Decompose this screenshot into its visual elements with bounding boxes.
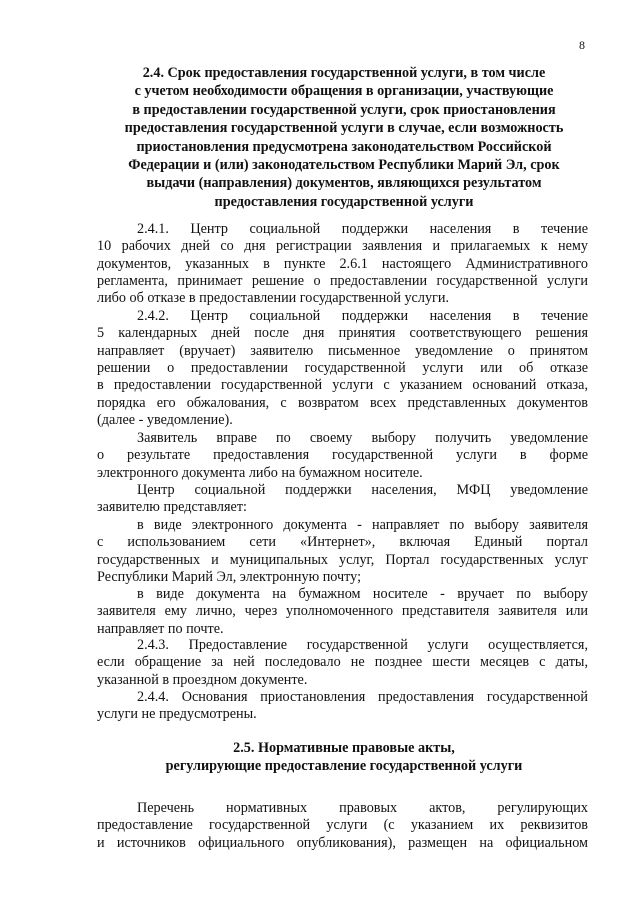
section-2-5-heading (96, 739, 592, 776)
text-line: в виде электронного документа - направляет по выбору заявителя (137, 517, 588, 533)
text-line: Центр социальной поддержки населения, МФЦ уведомление (137, 482, 588, 498)
page-number: 8 (579, 38, 585, 52)
section-2-4-heading (96, 64, 592, 211)
text-line: направляет по почте. (97, 620, 224, 637)
text-line: если обращение за ней последовало не позднее шести месяцев с даты, (97, 654, 588, 671)
paragraph-2-4-2 (97, 308, 588, 429)
paragraph-2-4-4 (97, 689, 588, 724)
text-line: заявителя ему лично, через уполномоченного представителя заявителя или (97, 603, 588, 620)
heading-line: в предоставлении государственной услуги, срок приостановления (132, 101, 556, 118)
heading-line: Федерации и (или) законодательством Республики Марий Эл, срок (128, 157, 560, 174)
paragraph-2-4-3 (97, 637, 588, 689)
text-line: 2.4.3. Предоставление государственной услуги осуществляется, (137, 637, 588, 653)
text-line: Республики Марий Эл, электронную почту; (97, 569, 362, 586)
text-line: указанной в проездном документе. (97, 671, 308, 688)
heading-line: регулирующие предоставление государственной услуги (165, 758, 523, 775)
text-line: в виде документа на бумажном носителе - вручает по выбору (137, 586, 588, 602)
heading-line: 2.5. Нормативные правовые акты, (233, 740, 455, 756)
text-line: 2.4.4. Основания приостановления предоставления государственной (137, 689, 588, 705)
text-line: регламента, принимает решение о предоставлении государственной услуги (97, 273, 588, 290)
text-line: в предоставлении государственной услуги с указанием оснований отказа, (97, 377, 588, 394)
text-line: заявителю представляет: (97, 499, 247, 516)
text-line: 2.4.2. Центр социальной поддержки населения в течение (137, 308, 588, 324)
text-line: Перечень нормативных правовых актов, регулирующих (137, 800, 588, 816)
text-line: государственных и муниципальных услуг, Портал государственных услуг (97, 551, 588, 568)
text-line: решении о предоставлении государственной услуги или об отказе (97, 360, 588, 377)
paragraph-applicant-choice (97, 430, 588, 482)
heading-line: приостановления предусмотрена законодательством Российской (136, 138, 552, 155)
paragraph-2-4-1 (97, 221, 588, 308)
text-line: Заявитель вправе по своему выбору получить уведомление (137, 430, 588, 446)
heading-line: с учетом необходимости обращения в организации, участвующие (134, 83, 554, 100)
heading-line: выдачи (направления) документов, являющихся результатом (146, 175, 542, 192)
paragraph-electronic-form (97, 517, 588, 586)
text-line: предоставление государственной услуги (с указанием их реквизитов (97, 817, 588, 834)
text-line: либо об отказе в предоставлении государственной услуги. (97, 290, 449, 307)
paragraph-2-5-list (97, 800, 588, 852)
text-line: с использованием сети «Интернет», включая Единый портал (97, 534, 588, 551)
text-line: о результате предоставления государственной услуги в форме (97, 447, 588, 464)
heading-line: 2.4. Срок предоставления государственной услуги, в том числе (142, 65, 546, 81)
text-line: 2.4.1. Центр социальной поддержки населения в течение (137, 221, 588, 237)
paragraph-center-notice (97, 482, 588, 517)
text-line: порядка его обжалования, с возвратом всех представленных документов (97, 394, 588, 411)
text-line: (далее - уведомление). (97, 412, 233, 429)
text-line: 5 календарных дней после дня принятия соответствующего решения (97, 325, 588, 342)
paragraph-paper-form (97, 586, 588, 638)
text-line: документов, указанных в пункте 2.6.1 настоящего Административного (97, 255, 588, 272)
text-line: электронного документа либо на бумажном носителе. (97, 464, 423, 481)
heading-line: предоставления государственной услуги (214, 193, 474, 210)
heading-line: предоставления государственной услуги в случае, если возможность (124, 120, 564, 137)
text-line: направляет (вручает) заявителю письменное уведомление о принятом (97, 342, 588, 359)
text-line: 10 рабочих дней со дня регистрации заявления и прилагаемых к нему (97, 238, 588, 255)
text-line: услуги не предусмотрены. (97, 706, 257, 723)
text-line: и источников официального опубликования), размещен на официальном (97, 834, 588, 851)
